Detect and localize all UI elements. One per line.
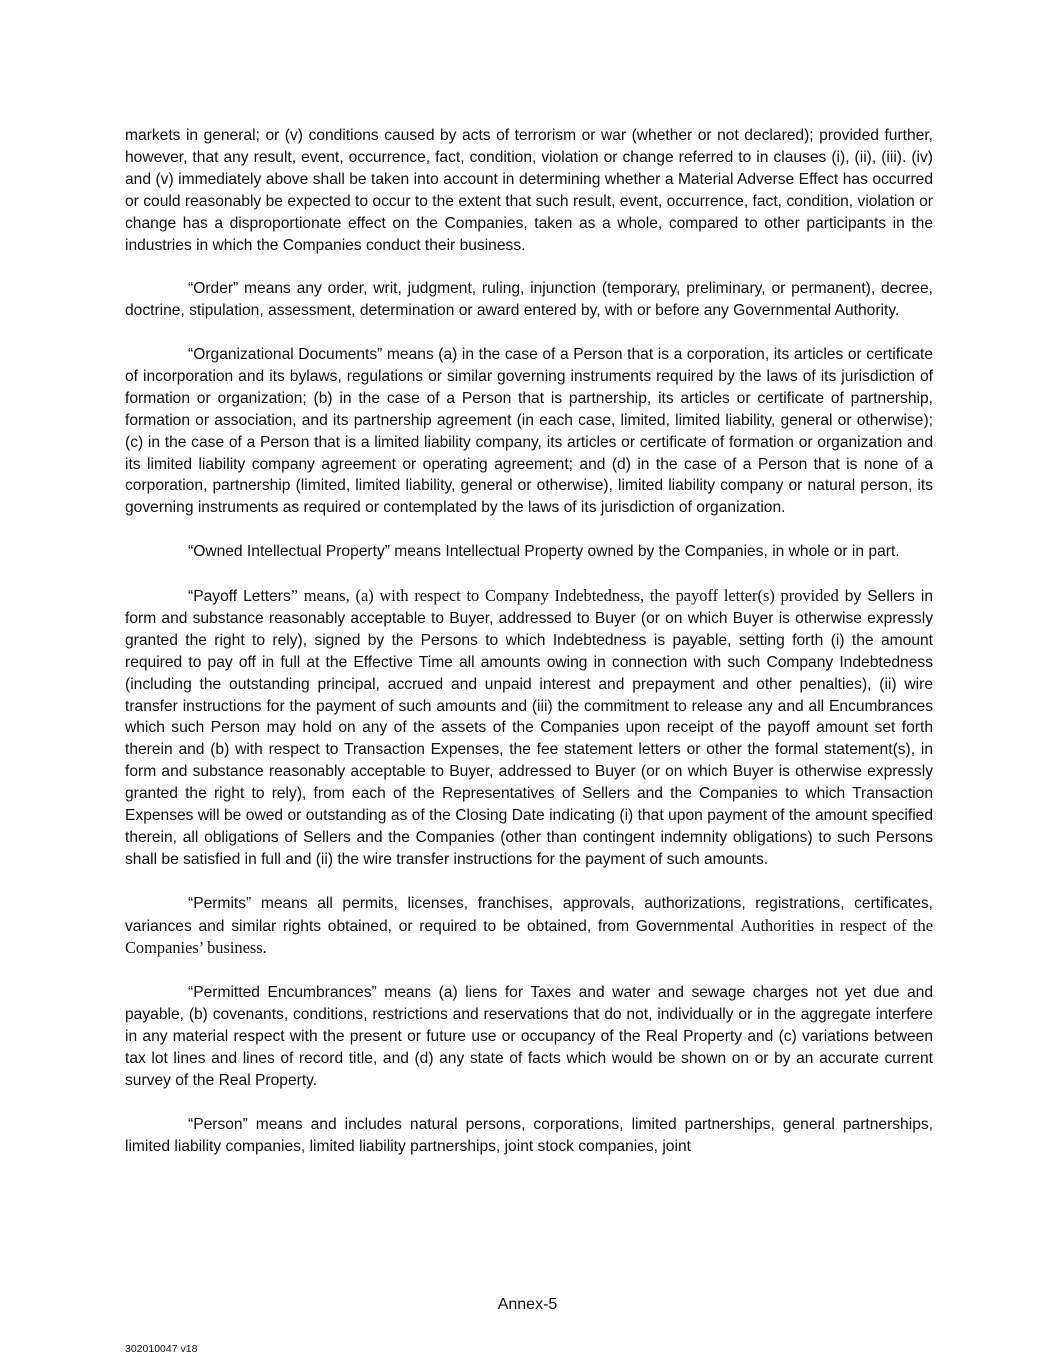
paragraph-permitted-encumbrances-definition: “Permitted Encumbrances” means (a) liens for Taxes and water and sewage charges not yet due and payable, (b) covenants, conditions, restrictions and reservations that do not, individually or in the aggregate interfere in any material respect with the present or future use or occupancy of the Real Property and (c) variations between tax lot lines and lines of record title, and (d) any state of facts which would be shown on or by an accurate current survey of the Real Property. <box>125 984 933 1089</box>
permits-main-text: “Permits” means all permits, licenses, franchises, approvals, authorizations, registrations, certificates, variances and similar rights obtained, or required to be obtained, from Governmental <box>125 894 933 935</box>
paragraph-person-definition: “Person” means and includes natural persons, corporations, limited partnerships, general partnerships, limited liability companies, limited liability partnerships, joint stock companies, joint <box>125 1115 933 1155</box>
document-body <box>125 125 933 1179</box>
payoff-letters-serif-text: ” means, (a) with respect to Company Indebtedness, the payoff letter(s) provided <box>290 585 839 605</box>
payoff-letters-rest: by Sellers in form and substance reasonably acceptable to Buyer, addressed to Buyer (or on which Buyer is otherwise expressly granted the right to rely), signed by the Persons to which Indebtedness is payable, setting forth (i) the amount required to pay off in full at the Effective Time all amounts owing in connection with such Company Indebtedness (including the outstanding principal, accrued and unpaid interest and prepayment and other penalties), (ii) wire transfer instructions for the payment of such amounts and (iii) the commitment to release any and all Encumbrances which such Person may hold on any of the assets of the Companies upon receipt of the payoff amount set forth therein and (b) with respect to Transaction Expenses, the fee statement letters or other the formal statement(s), in form and substance reasonably acceptable to Buyer, addressed to Buyer (or on which Buyer is otherwise expressly granted the right to rely), from each of the Representatives of Sellers and the Companies to which Transaction Expenses will be owed or outstanding as of the Closing Date indicating (i) that upon payment of the amount specified therein, all obligations of Sellers and the Companies (other than contingent indemnity obligations) to such Persons shall be satisfied in full and (ii) the wire transfer instructions for the payment of such amounts. <box>125 587 934 868</box>
payoff-letters-term: “Payoff Letters <box>188 587 291 605</box>
paragraph-payoff-letters-definition <box>125 585 933 871</box>
document-id-footer: 302010047 v18 <box>125 1343 198 1355</box>
page-number-footer: Annex-5 <box>497 1296 558 1313</box>
permits-serif-text: Authorities in respect of the Companies’ business. <box>125 915 933 958</box>
paragraph-order-definition: “Order” means any order, writ, judgment, ruling, injunction (temporary, preliminary, or permanent), decree, doctrine, stipulation, assessment, determination or award entered by, with or before any Governmental Authority. <box>125 280 933 320</box>
paragraph-material-adverse-effect-continued: markets in general; or (v) conditions caused by acts of terrorism or war (whether or not declared); provided further, however, that any result, event, occurrence, fact, condition, violation or change referred to in clauses (i), (ii), (iii). (iv) and (v) immediately above shall be taken into account in determining whether a Material Adverse Effect has occurred or could reasonably be expected to occur to the extent that such result, event, occurrence, fact, condition, violation or change has a disproportionate effect on the Companies, taken as a whole, compared to other participants in the industries in which the Companies conduct their business. <box>125 127 933 254</box>
paragraph-owned-intellectual-property-definition: “Owned Intellectual Property” means Intellectual Property owned by the Companies, in whole or in part. <box>188 543 900 561</box>
paragraph-permits-definition <box>125 893 933 961</box>
paragraph-organizational-documents-definition: “Organizational Documents” means (a) in the case of a Person that is a corporation, its articles or certificate of incorporation and its bylaws, regulations or similar governing instruments required by the laws of its jurisdiction of formation or organization; (b) in the case of a Person that is partnership, its articles or certificate of partnership, formation or association, and its partnership agreement (in each case, limited, limited liability, general or otherwise); (c) in the case of a Person that is a limited liability company, its articles or certificate of formation or organization and its limited liability company agreement or operating agreement; and (d) in the case of a Person that is none of a corporation, partnership (limited, limited liability, general or otherwise), limited liability company or natural person, its governing instruments as required or contemplated by the laws of its jurisdiction of organization. <box>125 346 933 517</box>
